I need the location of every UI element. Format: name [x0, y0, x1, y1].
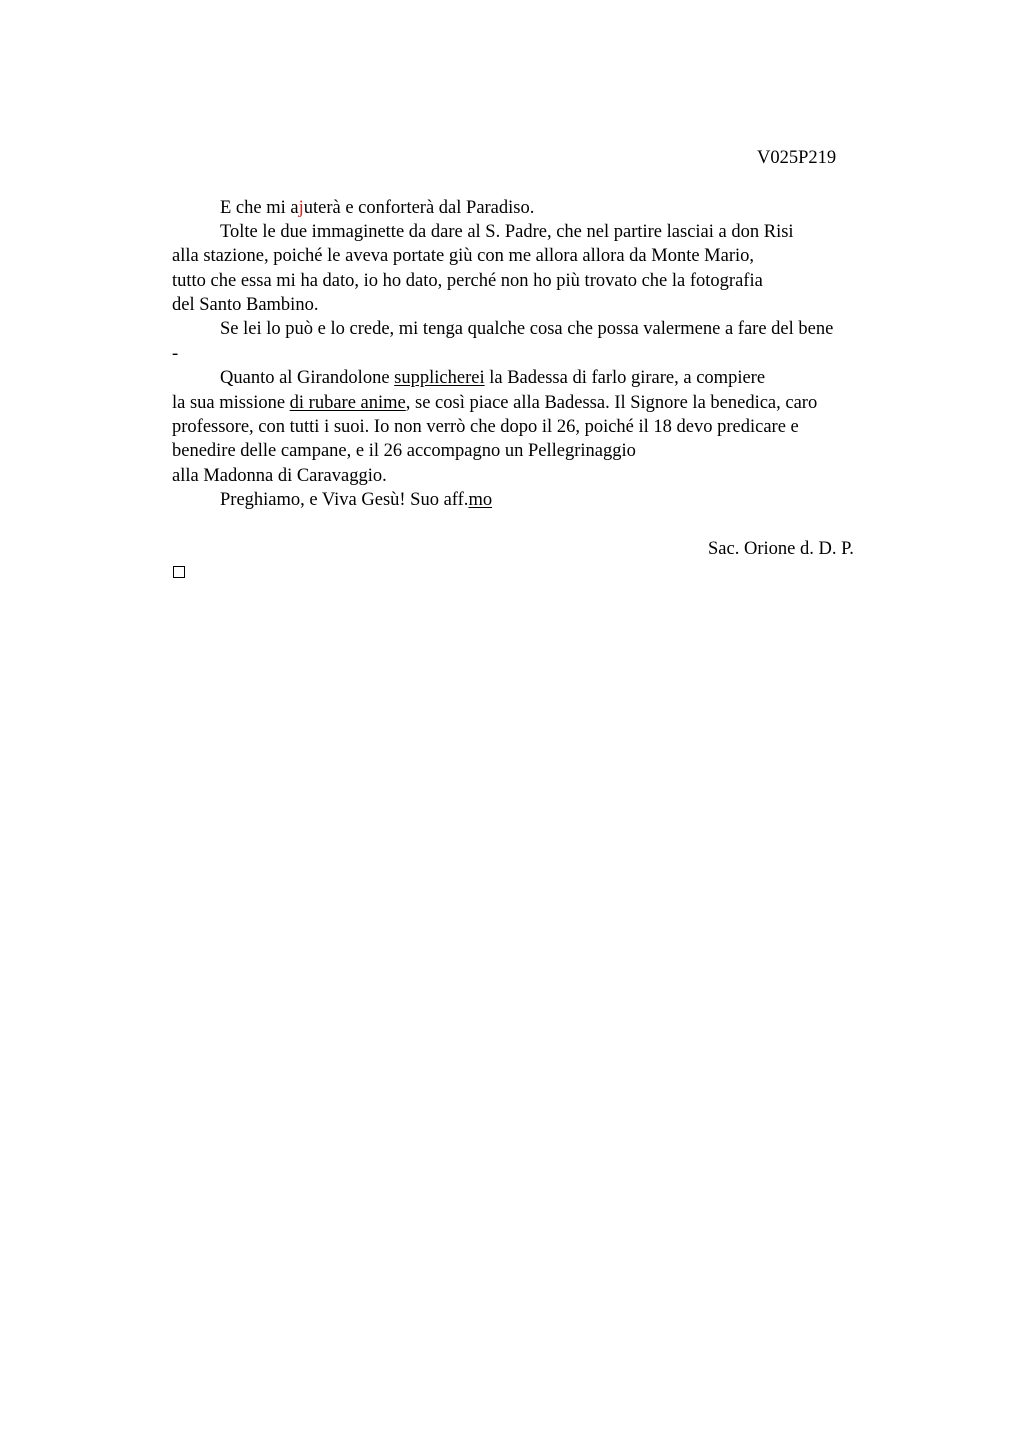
- text-segment: la Badessa di farlo girare, a compiere: [484, 368, 766, 388]
- text-line-10: professore, con tutti i suoi. Io non verrò che dopo il 26, poiché il 18 devo predicare e: [172, 417, 799, 437]
- text-line-5: del Santo Bambino.: [172, 295, 319, 315]
- text-line-11: benedire delle campane, e il 26 accompagno un Pellegrinaggio: [172, 441, 636, 461]
- text-line-3: alla stazione, poiché le aveva portate giù con me allora allora da Monte Mario,: [172, 246, 755, 266]
- text-line-1: [220, 197, 534, 219]
- text-segment: la sua missione: [172, 393, 290, 413]
- text-line-7: -: [172, 344, 179, 364]
- underlined-phrase: di rubare anime: [289, 393, 406, 413]
- underlined-abbreviation: mo: [468, 490, 493, 510]
- text-segment: uterà e conforterà dal Paradiso.: [303, 198, 535, 218]
- text-segment: Quanto al Girandolone: [220, 368, 395, 388]
- checkbox-square: [173, 566, 185, 578]
- signature-line: Sac. Orione d. D. P.: [708, 539, 854, 559]
- underlined-word: supplicherei: [394, 368, 485, 388]
- text-line-8: [220, 367, 765, 389]
- text-line-13: [220, 489, 492, 511]
- text-line-9: [172, 392, 817, 414]
- text-line-4: tutto che essa mi ha dato, io ho dato, perché non ho più trovato che la fotografia: [172, 271, 763, 291]
- text-line-12: alla Madonna di Caravaggio.: [172, 466, 387, 486]
- highlighted-letter: j: [298, 198, 304, 218]
- text-segment: Preghiamo, e Viva Gesù! Suo aff.: [220, 490, 469, 510]
- text-segment: E che mi a: [220, 198, 299, 218]
- text-segment: , se così piace alla Badessa. Il Signore la benedica, caro: [405, 393, 818, 413]
- text-line-2: Tolte le due immaginette da dare al S. Padre, che nel partire lasciai a don Risi: [220, 222, 794, 242]
- document-reference-code: V025P219: [757, 148, 837, 168]
- text-line-6: Se lei lo può e lo crede, mi tenga qualche cosa che possa valermene a fare del bene: [220, 319, 834, 339]
